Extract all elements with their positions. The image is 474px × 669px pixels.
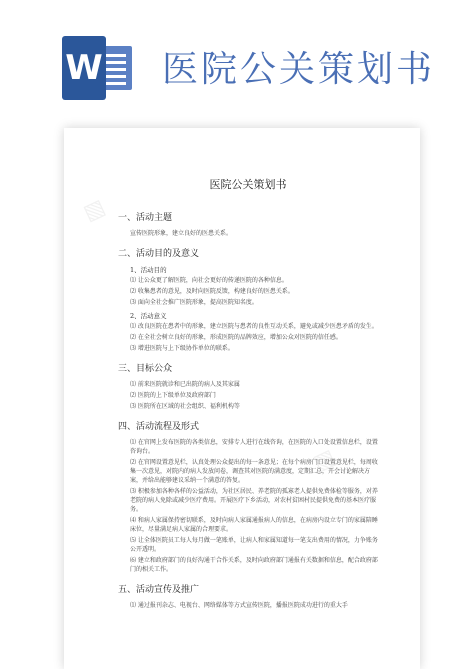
section-heading: 三、目标公众 (118, 364, 173, 374)
document-body (118, 176, 378, 612)
paragraph-line: 宣传医院形象，建立良好的医患关系。 (130, 230, 233, 237)
paragraph-line: ⑸ 让全体医院员工每人每月做一笔账单，让病人和家属知道每一笔支出费用的情况，力争账务公开透明。 (130, 537, 378, 553)
paragraph-line: ⑶ 医院所在区域的社会组织、福利机构等 (130, 403, 240, 410)
paragraph-line: ⑶ 面向全社会推广医院形象，提高医院知名度。 (130, 299, 258, 306)
paragraph-line: ⑶ 增进医院与上下级协作单位的联系。 (130, 345, 234, 352)
paragraph-line: ⑷ 和病人家属保持密切联系，及时向病人家属通报病人的信息，在病房内设立专门的家属陪睡床位，尽量满足病人家属的合理要求。 (130, 517, 378, 533)
page-title: 医院公关策划书 (209, 178, 287, 191)
paragraph-line: ⑴ 通过报刊杂志、电视台、网络媒体等方式宣传医院，播报医院成功进行的重大手 (130, 602, 348, 609)
paragraph-line: ⑵ 医院的上下级单位及政府部门 (130, 392, 216, 399)
paragraph-line: ⑵ 收集患者的意见，及时向医院反馈，构建良好的医患关系。 (130, 288, 294, 295)
section-heading: 二、活动目的及意义 (118, 249, 200, 259)
section-heading: 四、活动流程及形式 (118, 422, 200, 432)
banner-title: 医院公关策划书 (162, 49, 436, 90)
paragraph-line: ⑴ 让公众更了解医院，向社会更好的传递医院的各种信息。 (130, 277, 288, 284)
section-heading: 一、活动主题 (118, 213, 173, 223)
paragraph-line: ⑴ 前来医院就诊和已出院的病人及其家属 (130, 381, 240, 388)
watermark: ▧ (309, 444, 340, 477)
paragraph-line: ⑴ 在官网上发布医院的各类信息，安排专人进行在线咨询，在医院的入口处设置信息栏，设置咨询台。 (130, 439, 378, 455)
word-letter-box: W (62, 36, 106, 100)
subsection-label: 1、活动目的 (130, 266, 167, 274)
paragraph-line: ⑵ 在全社会树立良好的形象，形成医院的品牌效应，增加公众对医院的信任感。 (130, 334, 342, 341)
paragraph-line: ⑴ 改良医院在患者中的形象，建立医院与患者的良性互动关系，避免或减少医患矛盾的发生。 (130, 323, 378, 330)
word-app-icon (62, 36, 132, 100)
document-page (64, 128, 420, 669)
header-banner (0, 0, 474, 120)
watermark: ▧ (79, 194, 110, 227)
section-heading: 五、活动宣传及推广 (118, 585, 200, 595)
paragraph-line: ⑵ 在官网设置意见栏，认真处理公众提出的每一条意见；在每个病房门口设置意见栏，每周收集一次意见，对院内的病人发放问卷，调查其对医院的满意度，定期汇总，开会讨论解决方案，并给出能够建议采纳一个满意的答复。 (130, 459, 378, 484)
paragraph-line: ⑹ 建立和政府部门的良好沟通干合作关系，及时向政府部门通报有关数据和信息，配合政府部门的相关工作。 (130, 557, 378, 573)
paragraph-line: ⑶ 积极参加各种各样的公益活动，为社区居民、养老院的孤寡老人提供免费体检等服务，对养老院的病人免除或减少医疗费用。开展医疗下乡活动，对农村贫困村民提供免费的基本医疗服务。 (130, 488, 378, 513)
subsection-label: 2、活动意义 (130, 312, 167, 320)
